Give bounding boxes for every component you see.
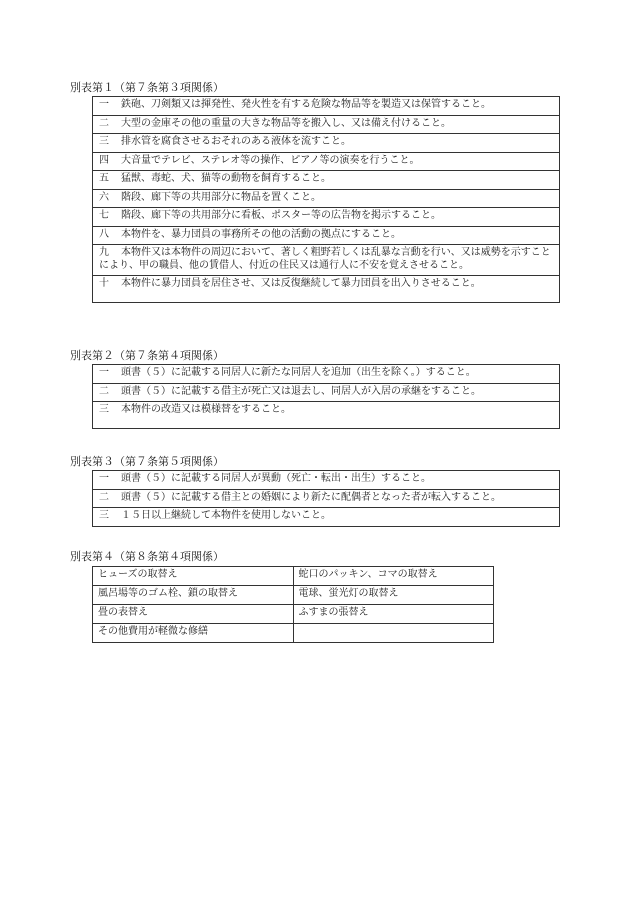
item-number: 六 bbox=[99, 191, 109, 203]
list-item bbox=[93, 402, 560, 429]
table-cell: その他費用が軽微な修繕 bbox=[93, 624, 294, 643]
item-number: 一 bbox=[99, 367, 109, 378]
table-row bbox=[93, 567, 494, 586]
table-cell: 電球、蛍光灯の取替え bbox=[293, 586, 494, 605]
list-item bbox=[93, 189, 560, 208]
table-row bbox=[93, 365, 560, 384]
item-number: 八 bbox=[99, 228, 109, 240]
item-number: 七 bbox=[99, 210, 109, 221]
table-row bbox=[93, 152, 560, 171]
table-row bbox=[93, 171, 560, 190]
table-cell bbox=[293, 624, 494, 643]
table-cell: 畳の表替え bbox=[93, 605, 294, 624]
item-text: 本物件に暴力団員を居住させ、又は反復継続して暴力団員を出入りさせること。 bbox=[121, 278, 481, 289]
table3 bbox=[92, 470, 560, 527]
table-row bbox=[93, 402, 560, 429]
list-item bbox=[93, 489, 560, 508]
table-row bbox=[93, 134, 560, 153]
table2 bbox=[92, 364, 560, 429]
item-text: 頭書（５）に記載する借主との婚姻により新たに配偶者となった者が転入すること。 bbox=[121, 491, 501, 503]
item-text: 排水管を腐食させるおそれのある液体を流すこと。 bbox=[121, 136, 351, 147]
item-number: 二 bbox=[99, 491, 109, 503]
item-number: 四 bbox=[99, 154, 109, 166]
list-item bbox=[93, 134, 560, 153]
item-text: １５日以上継続して本物件を使用しないこと。 bbox=[121, 510, 331, 521]
item-text: 本物件を、暴力団員の事務所その他の活動の拠点にすること。 bbox=[121, 228, 401, 240]
list-item bbox=[93, 115, 560, 134]
list-item bbox=[93, 208, 560, 227]
item-number: 二 bbox=[99, 385, 109, 397]
item-text: 本物件又は本物件の周辺において、著しく粗野若しくは乱暴な言動を行い、又は威勢を示すことにより、甲の職員、他の賃借人、付近の住民又は通行人に不安を覚えさせること。 bbox=[99, 247, 551, 271]
table-row bbox=[93, 383, 560, 402]
table1-title: 別表第１（第７条第３項関係） bbox=[70, 81, 224, 94]
table-cell: ヒューズの取替え bbox=[93, 567, 294, 586]
table3-title: 別表第３（第７条第５項関係） bbox=[70, 455, 224, 468]
item-text: 鉄砲、刀剣類又は揮発性、発火性を有する危険な物品等を製造又は保管すること。 bbox=[121, 99, 491, 110]
table-row bbox=[93, 624, 494, 643]
list-item bbox=[93, 226, 560, 245]
table-row bbox=[93, 489, 560, 508]
item-text: 階段、廊下等の共用部分に看板、ポスター等の広告物を掲示すること。 bbox=[121, 210, 441, 221]
list-item bbox=[93, 365, 560, 384]
table-cell: ふすまの張替え bbox=[293, 605, 494, 624]
list-item bbox=[93, 471, 560, 490]
table-row bbox=[93, 97, 560, 116]
item-text: 大音量でテレビ、ステレオ等の操作、ピアノ等の演奏を行うこと。 bbox=[121, 154, 420, 166]
list-item bbox=[93, 171, 560, 190]
item-number: 三 bbox=[99, 404, 109, 415]
item-text: 大型の金庫その他の重量の大きな物品等を搬入し、又は備え付けること。 bbox=[121, 117, 451, 129]
table2-title: 別表第２（第７条第４項関係） bbox=[70, 349, 224, 362]
table-row bbox=[93, 226, 560, 245]
list-item bbox=[93, 383, 560, 402]
table-cell: 蛇口のパッキン、コマの取替え bbox=[293, 567, 494, 586]
item-number: 一 bbox=[99, 99, 109, 110]
item-text: 頭書（５）に記載する同居人が異動（死亡・転出・出生）すること。 bbox=[121, 473, 431, 484]
table-row bbox=[93, 189, 560, 208]
item-number: 二 bbox=[99, 117, 109, 129]
item-number: 三 bbox=[99, 136, 109, 147]
table-row bbox=[93, 605, 494, 624]
item-number: 三 bbox=[99, 510, 109, 521]
table4 bbox=[92, 566, 494, 643]
item-text: 階段、廊下等の共用部分に物品を置くこと。 bbox=[121, 191, 321, 203]
item-text: 頭書（５）に記載する借主が死亡又は退去し、同居人が入居の承継をすること。 bbox=[121, 385, 481, 397]
item-number: 一 bbox=[99, 473, 109, 484]
item-number: 九 bbox=[99, 247, 109, 258]
table-row bbox=[93, 245, 560, 276]
table4-title: 別表第４（第８条第４項関係） bbox=[70, 550, 224, 563]
list-item bbox=[93, 245, 560, 276]
item-text: 猛獣、毒蛇、犬、猫等の動物を飼育すること。 bbox=[121, 173, 331, 184]
list-item bbox=[93, 276, 560, 303]
table-row bbox=[93, 586, 494, 605]
list-item bbox=[93, 508, 560, 527]
table-row bbox=[93, 276, 560, 303]
item-number: 十 bbox=[99, 278, 109, 289]
table-row bbox=[93, 208, 560, 227]
table-row bbox=[93, 508, 560, 527]
table-row bbox=[93, 471, 560, 490]
table-cell: 風呂場等のゴム栓、鎖の取替え bbox=[93, 586, 294, 605]
table1 bbox=[92, 96, 560, 303]
item-number: 五 bbox=[99, 173, 109, 184]
list-item bbox=[93, 152, 560, 171]
item-text: 本物件の改造又は模様替をすること。 bbox=[121, 404, 291, 415]
item-text: 頭書（５）に記載する同居人に新たな同居人を追加（出生を除く。）すること。 bbox=[121, 367, 476, 378]
list-item bbox=[93, 97, 560, 116]
table-row bbox=[93, 115, 560, 134]
